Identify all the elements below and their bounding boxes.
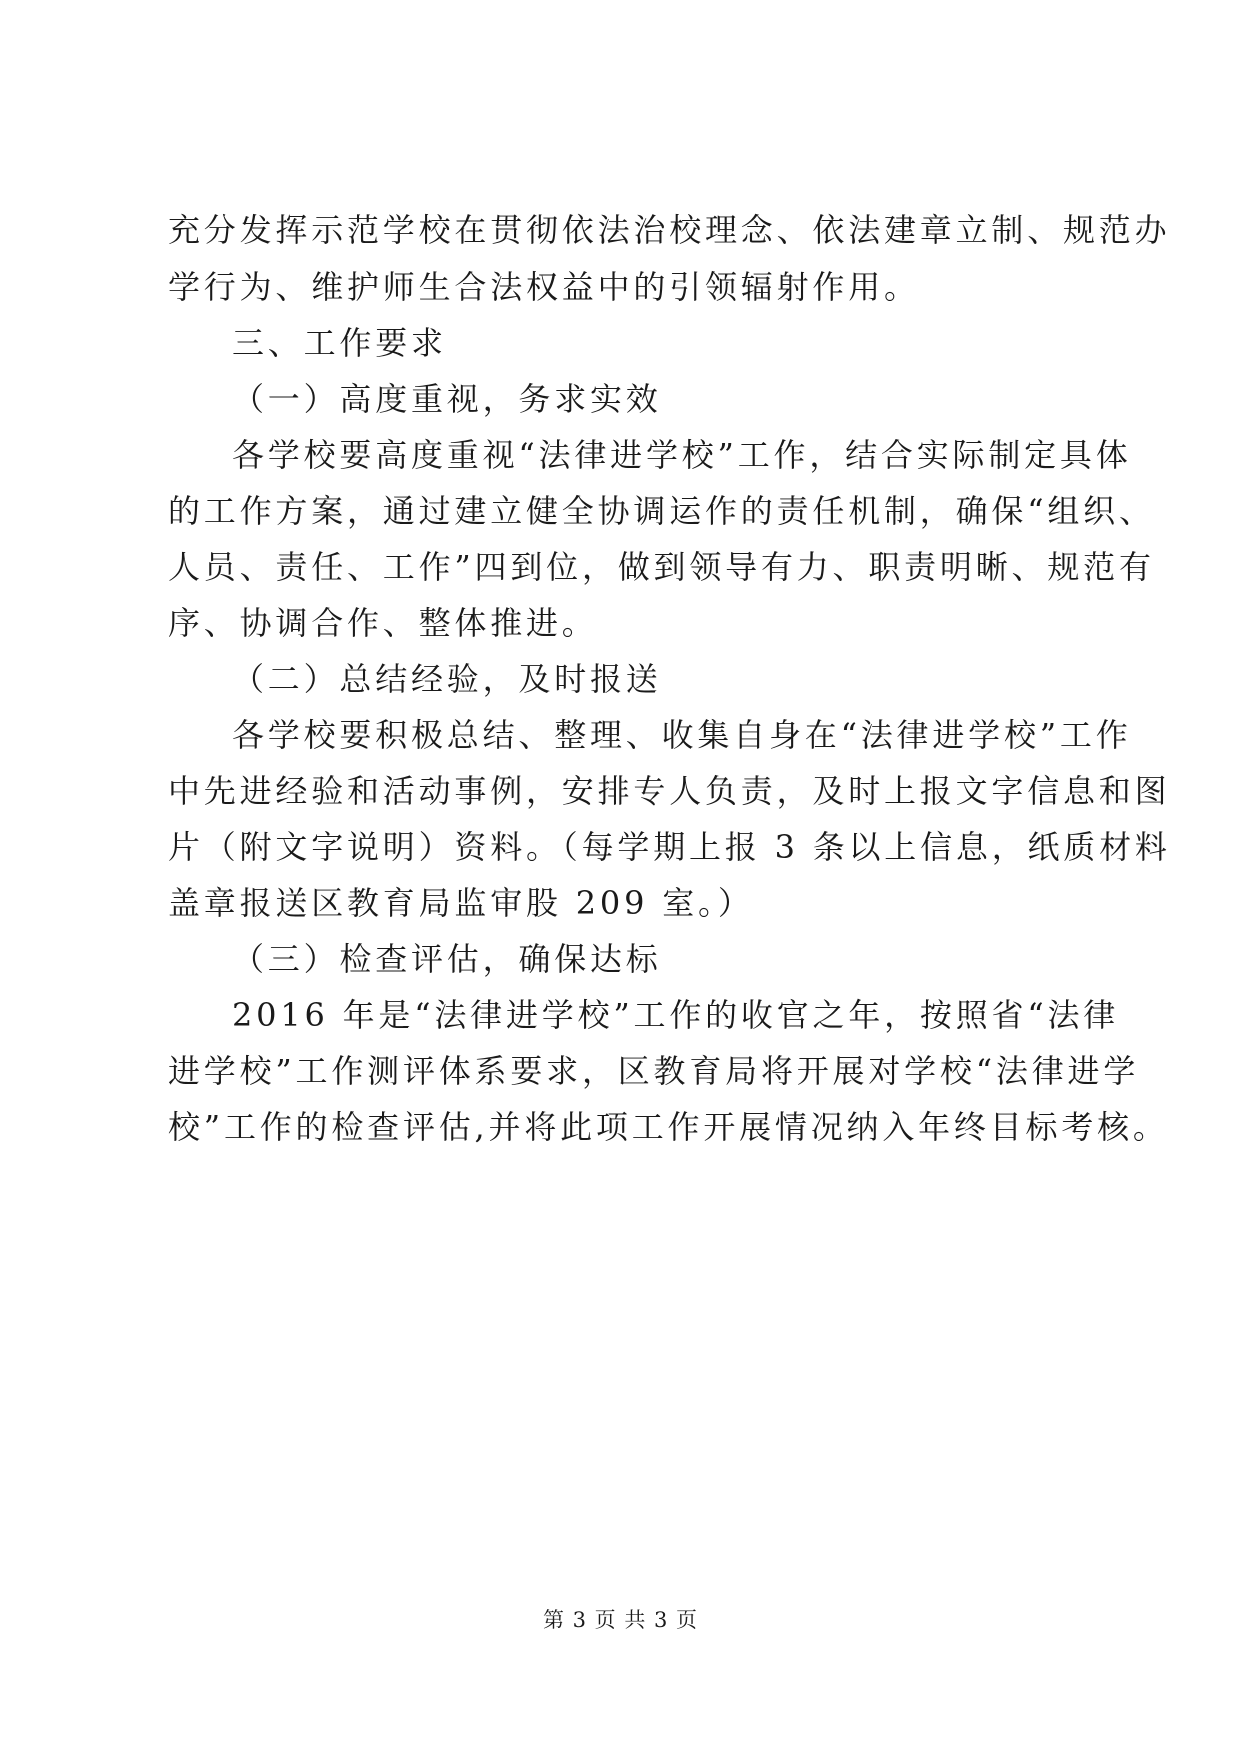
body-line: 校”工作的检查评估,并将此项工作开展情况纳入年终目标考核。 — [168, 1108, 1169, 1146]
body-line: 各学校要积极总结、整理、收集自身在“法律进学校”工作 — [232, 716, 1132, 754]
body-line: 学行为、维护师生合法权益中的引领辐射作用。 — [168, 268, 920, 306]
body-line: 进学校”工作测评体系要求，区教育局将开展对学校“法律进学 — [168, 1052, 1140, 1090]
body-line: 充分发挥示范学校在贯彻依法治校理念、依法建章立制、规范办 — [168, 211, 1171, 249]
section-heading: 三、工作要求 — [232, 324, 447, 362]
body-line: 序、协调合作、整体推进。 — [168, 604, 598, 642]
body-line: 各学校要高度重视“法律进学校”工作，结合实际制定具体 — [232, 436, 1132, 474]
subsection-heading: （三）检查评估，确保达标 — [232, 940, 662, 978]
body-line: 的工作方案，通过建立健全协调运作的责任机制，确保“组织、 — [168, 492, 1155, 530]
page-footer: 第 3 页 共 3 页 — [542, 1608, 699, 1632]
body-line: 中先进经验和活动事例，安排专人负责，及时上报文字信息和图 — [168, 772, 1171, 810]
body-line: 盖章报送区教育局监审股 209 室。） — [168, 884, 754, 922]
body-line: 片（附文字说明）资料。（每学期上报 3 条以上信息，纸质材料 — [168, 828, 1171, 866]
subsection-heading: （二）总结经验，及时报送 — [232, 660, 662, 698]
body-line: 人员、责任、工作”四到位，做到领导有力、职责明晰、规范有 — [168, 548, 1155, 586]
body-line: 2016 年是“法律进学校”工作的收官之年，按照省“法律 — [232, 996, 1120, 1034]
subsection-heading: （一）高度重视，务求实效 — [232, 380, 662, 418]
